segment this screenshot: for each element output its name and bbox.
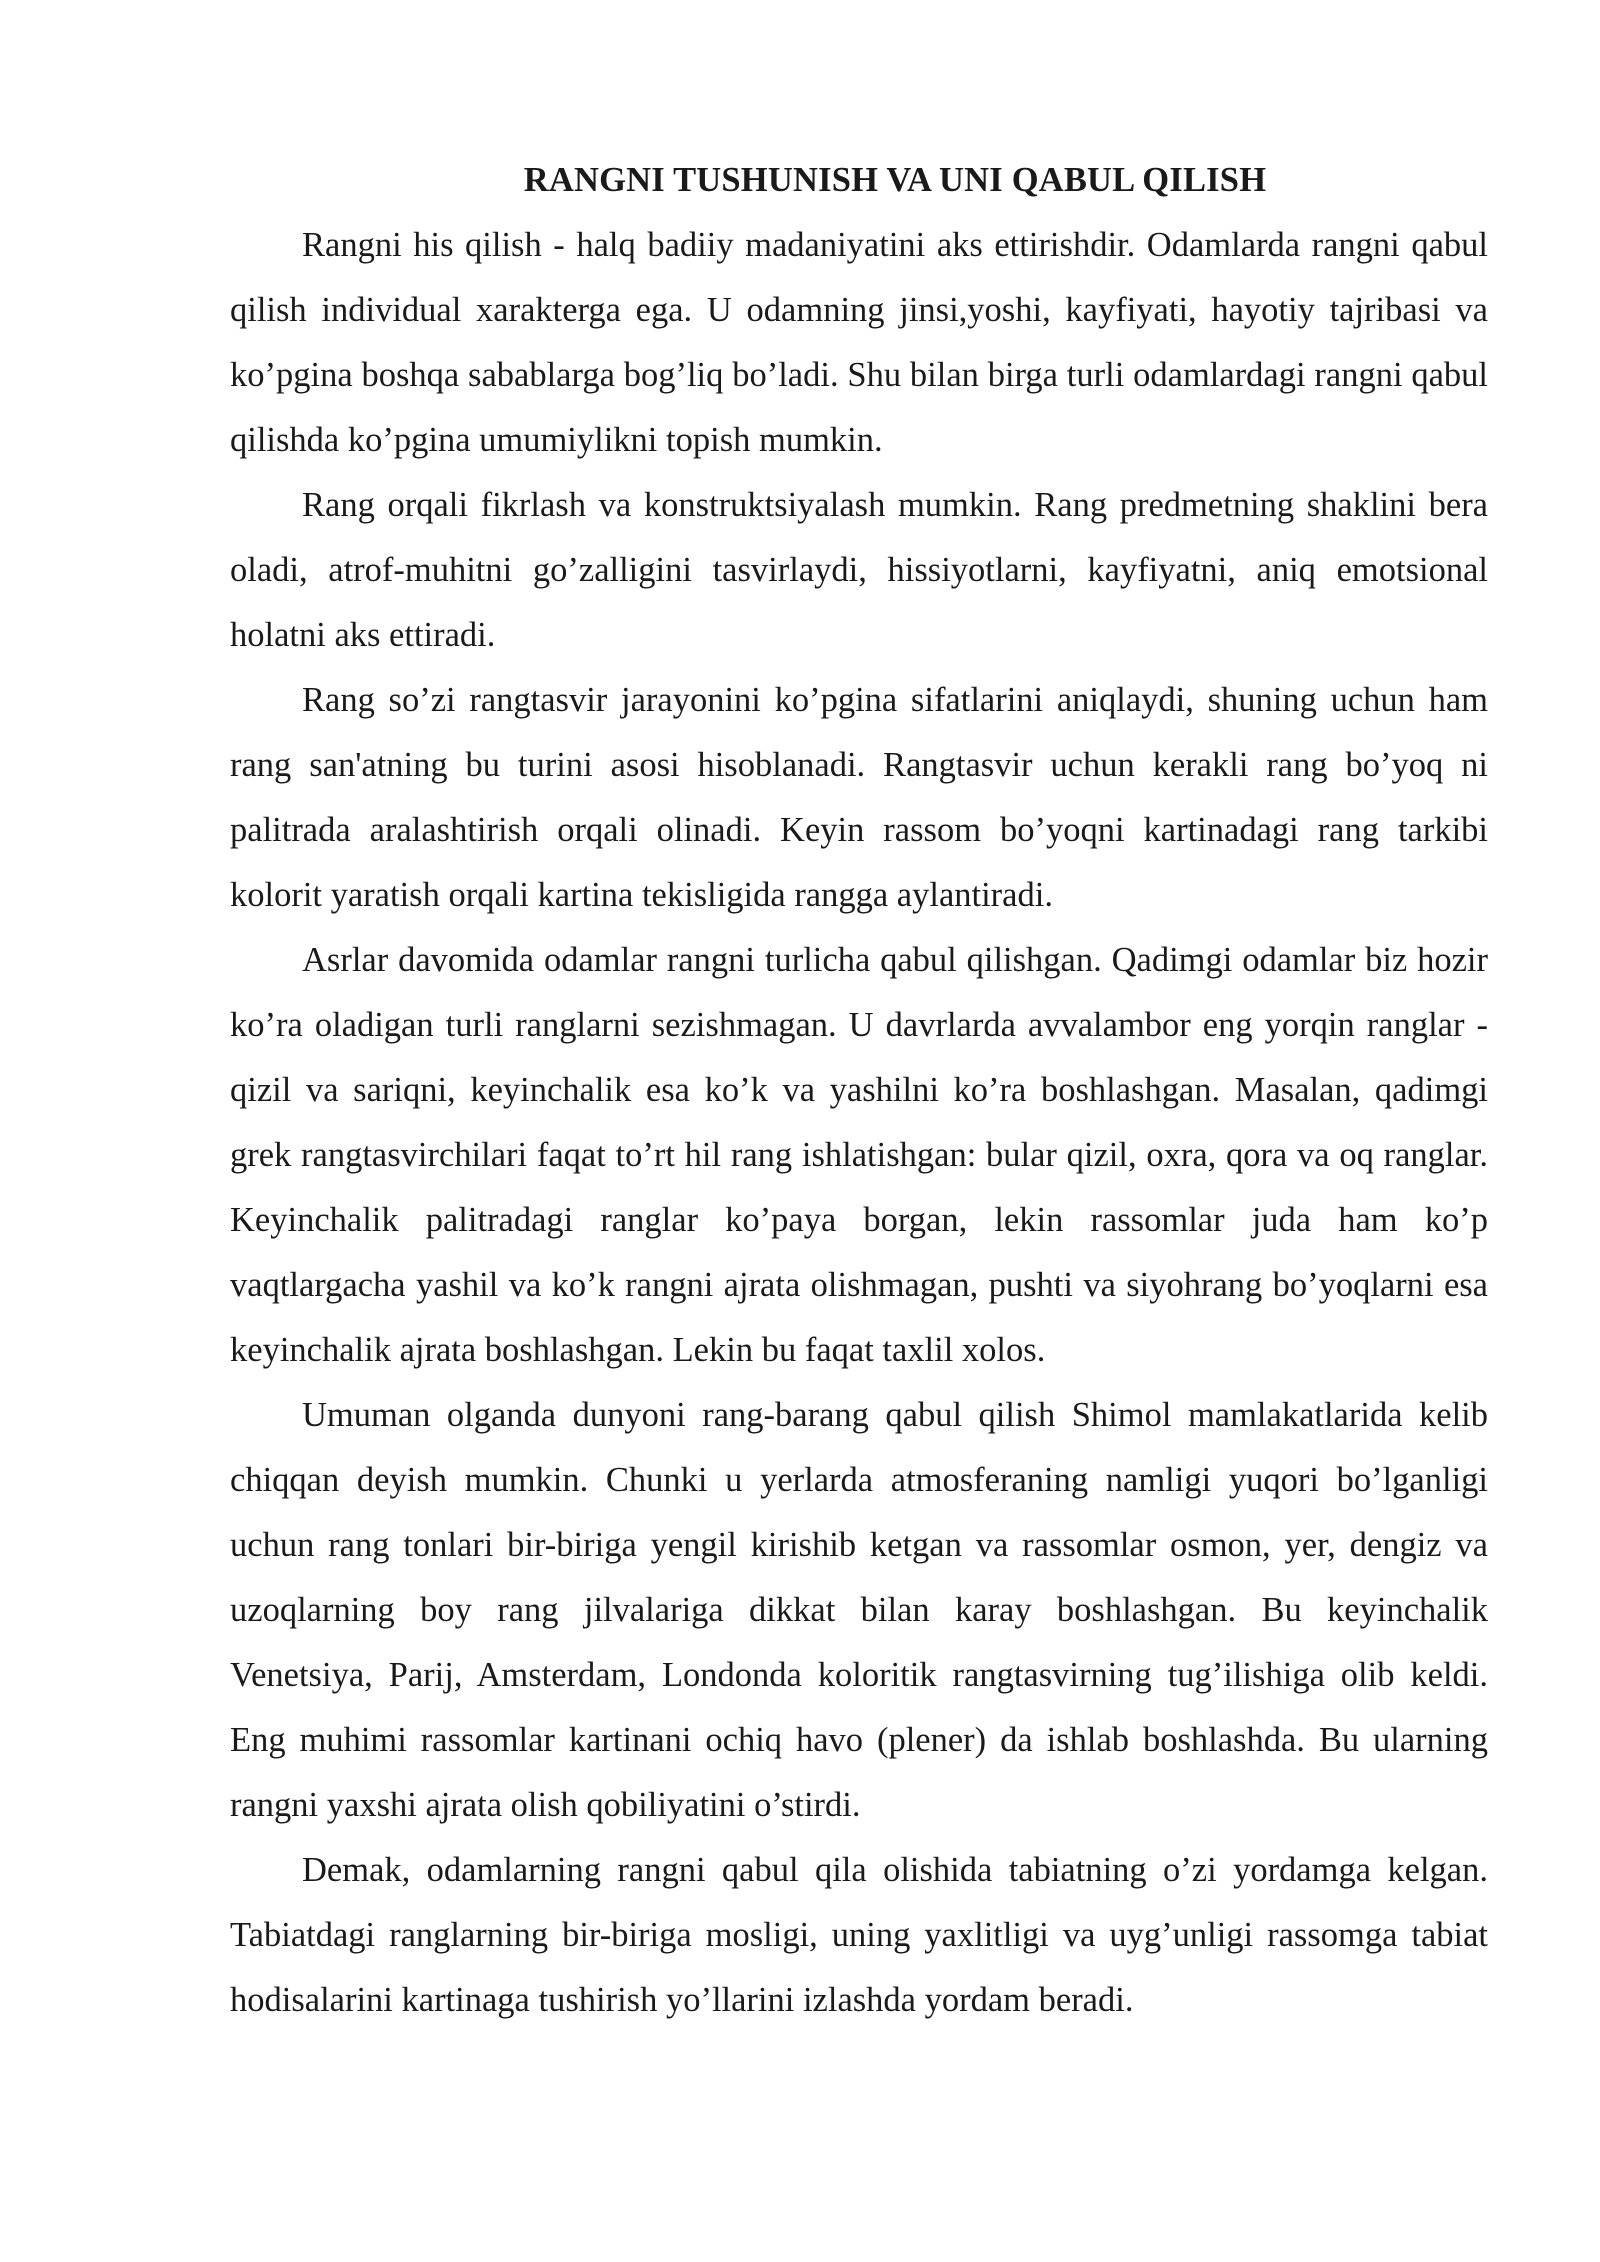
document-body: [230, 148, 1488, 2033]
paragraph-1: Rangni his qilish - halq badiiy madaniyatini aks ettirishdir. Odamlarda rangni qabul qilish individual xarakterga ega. U odamning jinsi,yoshi, kayfiyati, hayotiy tajribasi va ko’pgina boshqa sabablarga bog’liq bo’ladi. Shu bilan birga turli odamlardagi rangni qabul qilishda ko’pgina umumiylikni topish mumkin.: [230, 226, 1488, 459]
paragraph-6: Demak, odamlarning rangni qabul qila olishida tabiatning o’zi yordamga kelgan. Tabiatdagi ranglarning bir-biriga mosligi, uning yaxlitligi va uyg’unligi rassomga tabiat hodisalarini kartinaga tushirish yo’llarini izlashda yordam beradi.: [230, 1851, 1488, 2019]
document-title: RANGNI TUSHUNISH VA UNI QABUL QILISH: [523, 161, 1267, 199]
paragraph-2: Rang orqali fikrlash va konstruktsiyalash mumkin. Rang predmetning shaklini bera oladi, atrof-muhitni go’zalligini tasvirlaydi, hissiyotlarni, kayfiyatni, aniq emotsional holatni aks ettiradi.: [230, 486, 1488, 654]
paragraph-4: Asrlar davomida odamlar rangni turlicha qabul qilishgan. Qadimgi odamlar biz hozir ko’ra oladigan turli ranglarni sezishmagan. U davrlarda avvalambor eng yorqin ranglar - qizil va sariqni, keyinchalik esa ko’k va yashilni ko’ra boshlashgan. Masalan, qadimgi grek rangtasvirchilari faqat to’rt hil rang ishlatishgan: bular qizil, oxra, qora va oq ranglar. Keyinchalik palitradagi ranglar ko’paya borgan, lekin rassomlar juda ham ko’p vaqtlargacha yashil va ko’k rangni ajrata olishmagan, pushti va siyohrang bo’yoqlarni esa keyinchalik ajrata boshlashgan. Lekin bu faqat taxlil xolos.: [230, 941, 1488, 1369]
paragraph-3: Rang so’zi rangtasvir jarayonini ko’pgina sifatlarini aniqlaydi, shuning uchun ham rang san'atning bu turini asosi hisoblanadi. Rangtasvir uchun kerakli rang bo’yoq ni palitrada aralashtirish orqali olinadi. Keyin rassom bo’yoqni kartinadagi rang tarkibi kolorit yaratish orqali kartina tekisligida rangga aylantiradi.: [230, 681, 1488, 914]
paragraph-5: Umuman olganda dunyoni rang-barang qabul qilish Shimol mamlakatlarida kelib chiqqan deyish mumkin. Chunki u yerlarda atmosferaning namligi yuqori bo’lganligi uchun rang tonlari bir-biriga yengil kirishib ketgan va rassomlar osmon, yer, dengiz va uzoqlarning boy rang jilvalariga dikkat bilan karay boshlashgan. Bu keyinchalik Venetsiya, Parij, Amsterdam, Londonda koloritik rangtasvirning tug’ilishiga olib keldi. Eng muhimi rassomlar kartinani ochiq havo (plener) da ishlab boshlashda. Bu ularning rangni yaxshi ajrata olish qobiliyatini o’stirdi.: [230, 1396, 1488, 1824]
